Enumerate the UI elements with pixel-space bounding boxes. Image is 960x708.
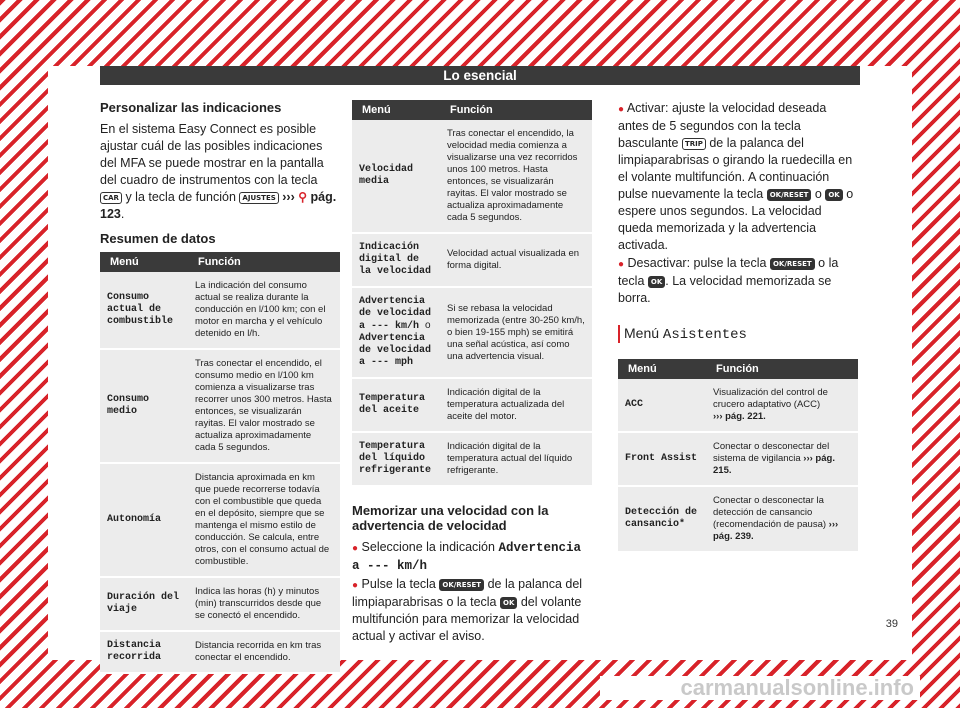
menu-speed-kmh: Advertencia de velocidad a --- km/h [359,296,432,332]
table-row [352,287,592,378]
menu-cell: Indicación digital de la velocidad [352,233,440,287]
bullet-item [352,539,592,575]
asist-prefix: Menú [624,325,660,341]
okreset-key-icon: OK/RESET [439,579,484,591]
section-title-resumen: Resumen de datos [100,231,216,246]
function-cell: La indicación del consumo actual se realiza durante la conducción en l/100 km; con el motor en marcha y el vehículo detenido en l/h. [188,272,340,349]
period: . [120,207,125,221]
function-cell [706,379,858,432]
table-row [100,631,340,673]
table-header-row [618,359,858,379]
menu-cell [352,287,440,378]
function-text: Conectar o desconectar del sistema de vigilancia [713,441,830,464]
function-cell [706,486,858,552]
intro-text-2: y la tecla de función [125,190,236,204]
function-cell: Tras conectar el encendido, la velocidad media comienza a visualizarse una vez recorridos unos 100 metros. Hasta entonces, se visualizarán rayitas. El valor mostrado se actualiza aproximadamente cada 5 segundos. [440,120,592,233]
function-cell [706,432,858,486]
table-header-menu: Menú [352,100,440,120]
menu-cell: Consumo medio [100,349,188,463]
ajustes-key-icon: AJUSTES [239,192,278,204]
table-row [100,577,340,631]
table-header-funcion: Función [706,359,858,379]
table-row [618,486,858,552]
bullet-text: o la tecla [618,256,839,288]
bullet-icon: ● [618,259,625,270]
bullet-text: Activar: ajuste la velocidad deseada antes de 5 segundos con la tecla basculante [618,101,827,150]
assistants-table [618,359,858,553]
table-row [618,379,858,432]
menu-or: o [425,320,431,331]
function-cell: Indicación digital de la temperatura actual del líquido refrigerante. [440,432,592,486]
bullet-item [618,255,858,307]
function-cell: Distancia aproximada en km que puede recorrerse todavía con el combustible que queda en el depósito, siempre que se mantenga el mismo estilo de conducción. Se calcula, entre otros, con el consumo actual de combustible. [188,463,340,577]
menu-cell: Consumo actual de combustible [100,272,188,349]
table-header-funcion: Función [188,252,340,272]
data-summary-table [100,252,340,674]
ok-key-icon: OK [500,597,517,609]
function-cell: Distancia recorrida en km tras conectar el encendido. [188,631,340,673]
section-title-personalizar: Personalizar las indicaciones [100,100,282,115]
menu-speed-mph: Advertencia de velocidad a --- mph [359,333,432,368]
table-header-menu: Menú [618,359,706,379]
magnifier-reference-icon: ⚲ [298,190,308,204]
column-right [618,100,858,553]
function-cell: Indica las horas (h) y minutos (min) transcurridos desde que se conectó el encendido. [188,577,340,631]
menu-cell: Front Assist [618,432,706,486]
table-row [352,233,592,287]
table-row [352,432,592,486]
bullet-text: o [814,187,822,201]
menu-cell: Velocidad media [352,120,440,233]
menu-cell: Temperatura del aceite [352,378,440,432]
table-header-funcion: Función [440,100,592,120]
function-cell: Si se rebasa la velocidad memorizada (entre 30-250 km/h, o bien 19-155 mph) se emitirá una señal acústica, así como una advertencia visual. [440,287,592,378]
watermark-text: carmanualsonline.info [600,676,920,700]
function-cell: Indicación digital de la temperatura actualizada del aceite del motor. [440,378,592,432]
table-header-row [100,252,340,272]
page-reference-link[interactable]: pág. 123 [100,190,337,221]
section-title-memorizar: Memorizar una velocidad con la advertencia de velocidad [352,503,549,533]
page-reference-link[interactable]: ››› pág. 221. [713,411,766,422]
asist-code: Asistentes [662,327,747,343]
menu-cell: Distancia recorrida [100,631,188,673]
ok-key-icon: OK [825,189,842,201]
menu-cell: Detección de cansancio* [618,486,706,552]
menu-cell: Autonomía [100,463,188,577]
bullet-text: del volante multifunción para memorizar la velocidad actual y activar el aviso. [352,595,582,643]
column-left [100,100,340,674]
table-row [100,349,340,463]
bullet-text: de la palanca del limpiaparabrisas o girando la ruedecilla en el volante multifunción. A continuación pulse nuevamente la tecla [618,136,853,201]
bullet-text: o espere unos segundos. La velocidad queda memorizada y la advertencia activada. [618,187,854,252]
table-header-menu: Menú [100,252,188,272]
menu-cell: Temperatura del líquido refrigerante [352,432,440,486]
page-reference-link[interactable]: ››› pág. 239. [713,519,839,542]
car-key-icon: CAR [100,192,122,204]
display-code: Advertencia a --- km/h [352,541,581,573]
bullet-text: Seleccione la indicación [361,540,495,554]
function-text: Visualización del control de crucero adaptativo (ACC) [713,387,828,410]
intro-text-1: En el sistema Easy Connect es posible ajustar cuál de las posibles indicaciones del MFA se puede mostrar en la pantalla del cuadro de instrumentos con la tecla [100,122,324,187]
bullet-text: Desactivar: pulse la tecla [627,256,767,270]
table-row [352,120,592,233]
page-number: 39 [885,618,898,630]
okreset-key-icon: OK/RESET [767,189,812,201]
table-row [100,272,340,349]
function-cell: Velocidad actual visualizada en forma digital. [440,233,592,287]
function-cell: Tras conectar el encendido, el consumo medio en l/100 km comienza a visualizarse tras recorrer unos 300 metros. Hasta entonces, se visualizarán rayitas. El valor mostrado se actualiza aproximadamente cada 5 segundos. [188,349,340,463]
table-row [618,432,858,486]
menu-cell: Duración del viaje [100,577,188,631]
bullet-icon: ● [618,104,625,115]
bullet-text: Pulse la tecla [361,577,436,591]
table-header-row [352,100,592,120]
bullet-text: de la palanca del limpiaparabrisas o la tecla [352,577,583,609]
data-summary-table-continued [352,100,592,487]
table-row [100,463,340,577]
trip-key-icon: TRIP [682,138,706,150]
function-text: Conectar o desconectar la detección de cansancio (recomendación de pausa) [713,495,827,530]
bullet-icon: ● [352,543,359,554]
ok-key-icon: OK [648,276,665,288]
bullet-text: . La velocidad memorizada se borra. [618,274,832,305]
intro-paragraph [100,121,340,223]
page-header: Lo esencial [100,66,860,85]
okreset-key-icon: OK/RESET [770,258,815,270]
section-title-asistentes [618,325,858,343]
bullet-item [352,576,592,645]
bullet-icon: ● [352,580,359,591]
bullet-item [618,100,858,254]
page-reference-link[interactable]: ››› pág. 215. [713,453,835,476]
arrows-icon: ››› [282,190,295,204]
column-middle [352,100,592,646]
menu-cell: ACC [618,379,706,432]
table-row [352,378,592,432]
